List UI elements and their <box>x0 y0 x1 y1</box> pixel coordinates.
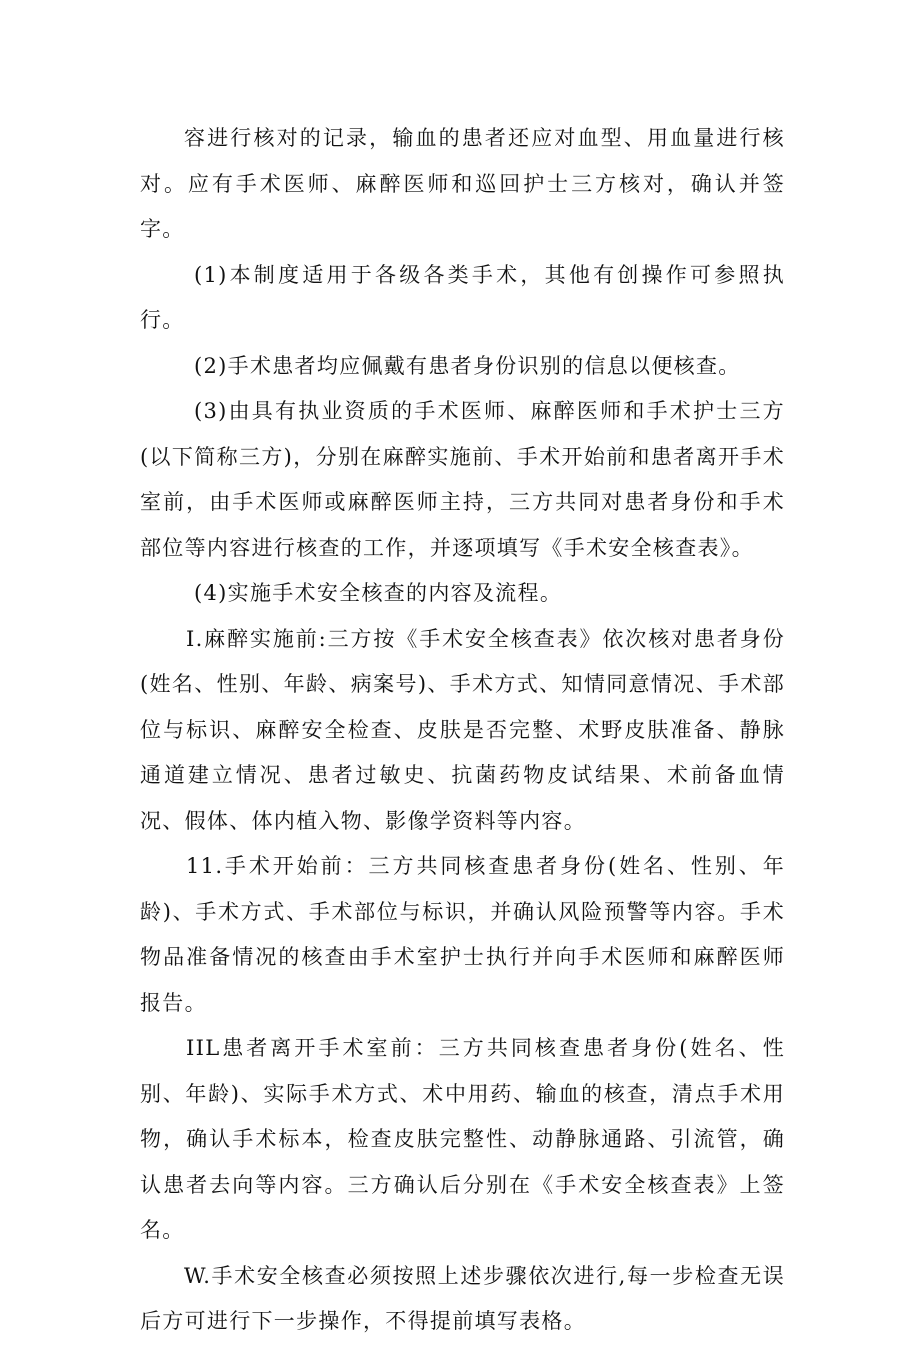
paragraph-step-before-surgery: 11.手术开始前：三方共同核查患者身份(姓名、性别、年龄)、手术方式、手术部位与标识，并确认风险预警等内容。手术物品准备情况的核查由手术室护士执行并向手术医师和麻醉医师报告。 <box>140 854 785 1015</box>
paragraph-item-3: (3)由具有执业资质的手术医师、麻醉医师和手术护士三方(以下简称三方)，分别在麻醉实施前、手术开始前和患者离开手术室前，由手术医师或麻醉医师主持，三方共同对患者身份和手术部位等内容进行核查的工作，并逐项填写《手术安全核查表》。 <box>140 399 785 560</box>
paragraph-step-before-anesthesia: I.麻醉实施前:三方按《手术安全核查表》依次核对患者身份(姓名、性别、年龄、病案号)、手术方式、知情同意情况、手术部位与标识、麻醉安全检查、皮肤是否完整、术野皮肤准备、静脉通道建立情况、患者过敏史、抗菌药物皮试结果、术前备血情况、假体、体内植入物、影像学资料等内容。 <box>140 626 785 833</box>
paragraph-item-2: (2)手术患者均应佩戴有患者身份识别的信息以便核查。 <box>194 353 741 378</box>
paragraph-step-order: W.手术安全核查必须按照上述步骤依次进行,每一步检查无误后方可进行下一步操作，不得提前填写表格。 <box>140 1263 785 1333</box>
paragraph-blood-check: 容进行核对的记录，输血的患者还应对血型、用血量进行核对。应有手术医师、麻醉医师和巡回护士三方核对，确认并签字。 <box>140 126 785 241</box>
paragraph-item-4: (4)实施手术安全核查的内容及流程。 <box>194 581 563 605</box>
document-body <box>140 116 785 1345</box>
paragraph-step-before-leaving: IIL患者离开手术室前：三方共同核查患者身份(姓名、性别、年龄)、实际手术方式、术中用药、输血的核查，清点手术用物，确认手术标本，检查皮肤完整性、动静脉通路、引流管，确认患者去向等内容。三方确认后分别在《手术安全核查表》上签名。 <box>140 1036 785 1242</box>
paragraph-item-1: (1)本制度适用于各级各类手术，其他有创操作可参照执行。 <box>140 262 785 332</box>
